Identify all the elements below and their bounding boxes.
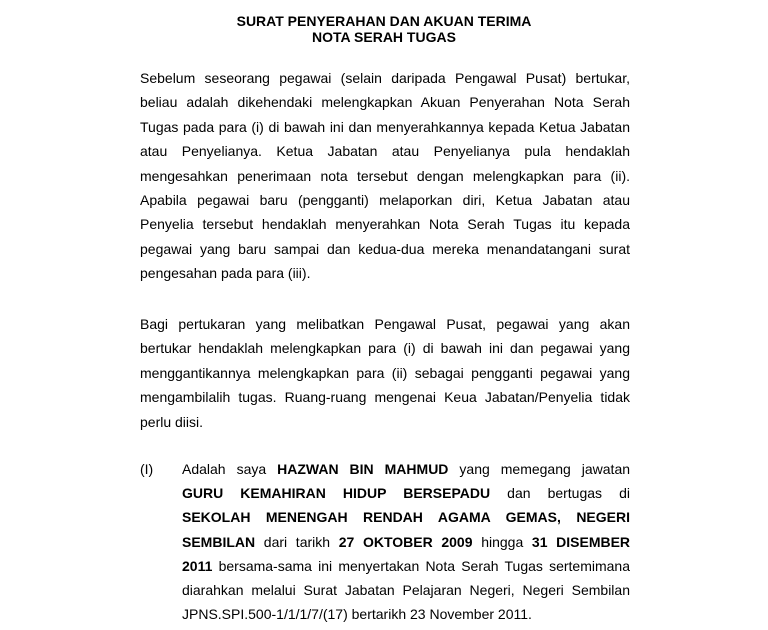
paragraph-line: pengesahan pada para (iii). — [140, 265, 311, 282]
declaration-line — [182, 534, 630, 558]
declaration-item — [182, 461, 630, 630]
paragraph-line: perlu diisi. — [140, 413, 204, 430]
paragraph-line: atau Penyelianya. Ketua Jabatan atau Penyelianya pula hendaklah — [140, 143, 630, 160]
declaration-line: JPNS.SPI.500-1/1/1/7/(17) bertarikh 23 November 2011. — [182, 606, 532, 623]
paragraph-line: menggantikannya melengkapkan para (ii) sebagai pengganti pegawai yang — [140, 364, 630, 381]
officer-name: HAZWAN BIN MAHMUD — [277, 461, 449, 477]
paragraph-line: bertukar hendaklah melengkapkan para (i) di bawah ini dan pegawai yang — [140, 340, 630, 357]
start-date: 27 OKTOBER 2009 — [338, 533, 473, 550]
position-title: GURU KEMAHIRAN HIDUP BERSEPADU — [182, 485, 491, 502]
text: Adalah saya — [182, 461, 267, 477]
title-line-1: SURAT PENYERAHAN DAN AKUAN TERIMA — [236, 13, 532, 29]
paragraph-line: Tugas pada para (i) di bawah ini dan menyerahkannya kepada Ketua Jabatan — [140, 118, 630, 135]
paragraph-line: mengambilalih tugas. Ruang-ruang mengenai Keua Jabatan/Penyelia tidak — [140, 389, 630, 406]
end-date: 31 DISEMBER — [531, 533, 630, 550]
text: dari tarikh — [263, 533, 331, 550]
document-title — [0, 13, 768, 45]
paragraph-line: Bagi pertukaran yang melibatkan Pengawal Pusat, pegawai yang akan — [140, 316, 630, 332]
declaration-line — [182, 558, 630, 582]
school-name-cont: SEMBILAN — [182, 533, 256, 550]
item-number: (I) — [140, 461, 154, 477]
text: dan bertugas di — [507, 485, 630, 502]
end-date-year: 2011 — [182, 557, 213, 574]
text: yang memegang jawatan — [459, 461, 630, 477]
paragraph-line: pegawai yang baru sampai dan kedua-dua mereka menandatangani surat — [140, 240, 630, 257]
instructions-paragraph-1 — [140, 70, 630, 290]
paragraph-line: Apabila pegawai baru (pengganti) melaporkan diri, Ketua Jabatan atau — [140, 191, 630, 208]
declaration-line — [182, 485, 630, 509]
paragraph-line: mengesahkan penerimaan nota tersebut dengan melengkapkan para (ii). — [140, 167, 630, 184]
text: hingga — [481, 533, 524, 550]
declaration-line: diarahkan melalui Surat Jabatan Pelajaran Negeri, Negeri Sembilan — [182, 581, 630, 598]
title-line-2: NOTA SERAH TUGAS — [312, 29, 456, 45]
instructions-paragraph-2 — [140, 316, 630, 438]
school-name: SEKOLAH MENENGAH RENDAH AGAMA GEMAS, NEGERI — [182, 509, 630, 526]
paragraph-line: beliau adalah dikehendaki melengkapkan Akuan Penyerahan Nota Serah — [140, 94, 630, 111]
paragraph-line: Sebelum seseorang pegawai (selain daripada Pengawal Pusat) bertukar, — [140, 70, 630, 86]
text: bersama-sama ini menyertakan Nota Serah Tugas sertemimana — [218, 557, 630, 574]
declaration-line — [182, 461, 630, 485]
declaration-line — [182, 509, 630, 533]
paragraph-line: Penyelia tersebut hendaklah menyerahkan Nota Serah Tugas itu kepada — [140, 216, 630, 233]
